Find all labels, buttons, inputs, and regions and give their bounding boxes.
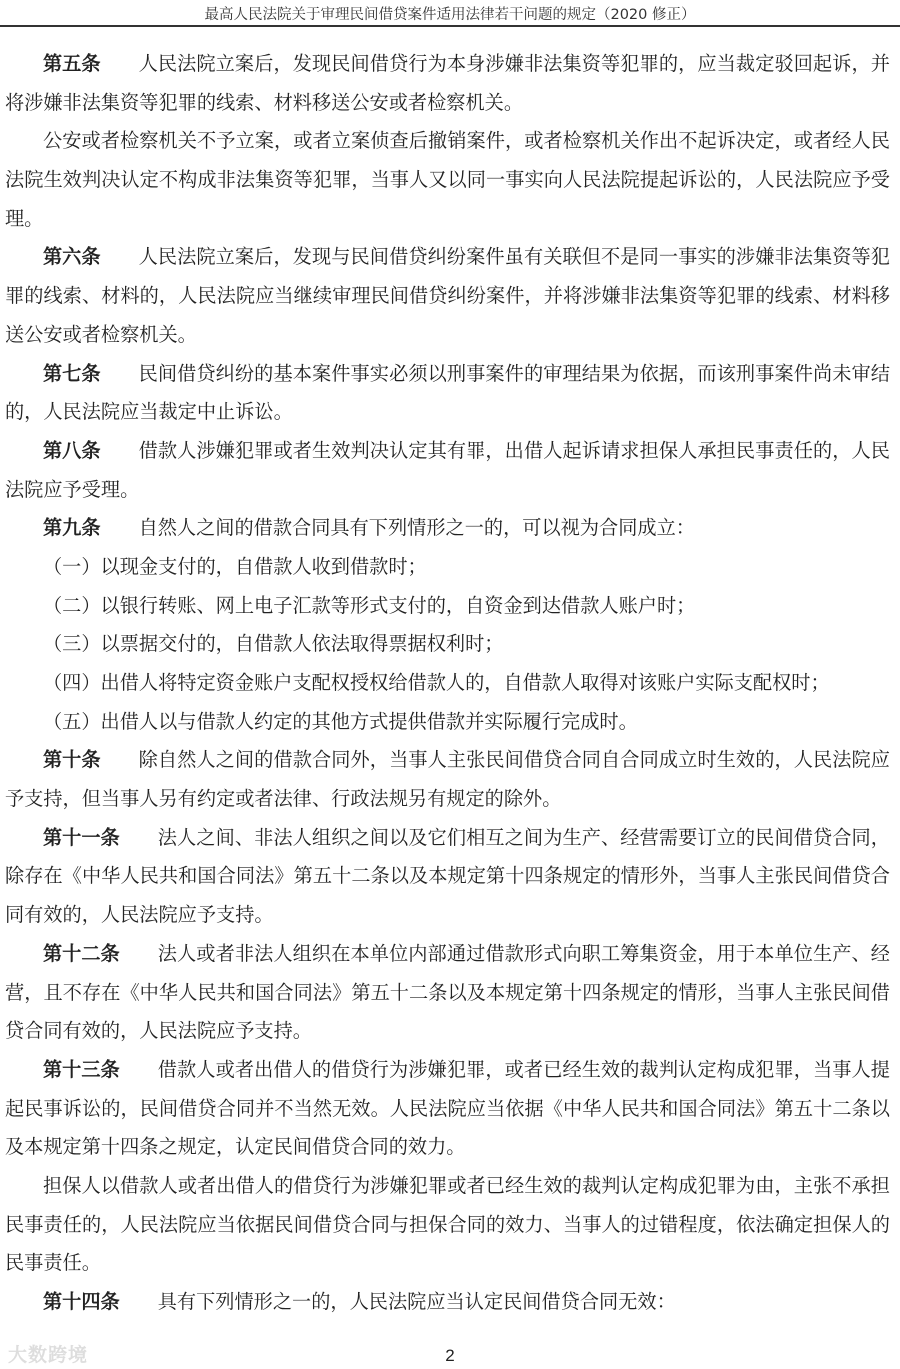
paragraph bbox=[5, 122, 890, 238]
watermark-logo: 大数跨境 bbox=[8, 1344, 89, 1366]
text-line bbox=[5, 355, 890, 394]
line-text: 贷合同有效的，人民法院应予支持。 bbox=[5, 1019, 312, 1043]
line-text: 及本规定第十四条之规定，认定民间借贷合同的效力。 bbox=[5, 1135, 466, 1159]
article-paragraph bbox=[5, 238, 890, 354]
article-heading: 第七条 bbox=[43, 361, 101, 385]
text-line bbox=[5, 1283, 890, 1322]
line-text: 借款人或者出借人的借贷行为涉嫌犯罪，或者已经生效的裁判认定构成犯罪，当事人提 bbox=[157, 1057, 890, 1081]
text-line bbox=[5, 161, 890, 200]
text-line bbox=[5, 974, 890, 1013]
line-text: 借款人涉嫌犯罪或者生效判决认定其有罪，出借人起诉请求担保人承担民事责任的，人民 bbox=[138, 438, 890, 462]
line-text: 予支持，但当事人另有约定或者法律、行政法规另有规定的除外。 bbox=[5, 787, 562, 811]
line-text: 除自然人之间的借款合同外，当事人主张民间借贷合同自合同成立时生效的，人民法院应 bbox=[138, 748, 890, 772]
article-heading: 第十二条 bbox=[43, 941, 120, 965]
text-line bbox=[5, 84, 890, 123]
text-line bbox=[5, 1244, 890, 1283]
text-line bbox=[5, 238, 890, 277]
article-heading: 第十四条 bbox=[43, 1290, 120, 1313]
line-text: 法人之间、非法人组织之间以及它们相互之间为生产、经营需要订立的民间借贷合同， bbox=[157, 825, 890, 849]
line-text: （三）以票据交付的，自借款人依法取得票据权利时； bbox=[43, 632, 504, 656]
text-line bbox=[5, 316, 890, 355]
paragraph bbox=[5, 703, 890, 742]
line-text: 法院生效判决认定不构成非法集资等犯罪，当事人又以同一事实向人民法院提起诉讼的，人民法院应予受 bbox=[5, 168, 890, 192]
article-heading: 第五条 bbox=[43, 52, 101, 75]
article-heading: 第九条 bbox=[43, 516, 101, 540]
text-line bbox=[5, 1128, 890, 1167]
text-line bbox=[5, 393, 890, 432]
line-text: 理。 bbox=[5, 206, 44, 230]
article-heading: 第八条 bbox=[43, 438, 101, 462]
text-line bbox=[5, 587, 890, 626]
text-line bbox=[5, 780, 890, 819]
line-text: （二）以银行转账、网上电子汇款等形式支付的，自资金到达借款人账户时； bbox=[43, 593, 696, 617]
text-line bbox=[5, 432, 890, 471]
article-paragraph bbox=[5, 509, 890, 548]
line-text: 担保人以借款人或者出借人的借贷行为涉嫌犯罪或者已经生效的裁判认定构成犯罪为由，主张不承担 bbox=[43, 1173, 890, 1197]
paragraph bbox=[5, 625, 890, 664]
paragraph bbox=[5, 1167, 890, 1283]
line-text: 公安或者检察机关不予立案，或者立案侦查后撤销案件，或者检察机关作出不起诉决定，或者经人民 bbox=[43, 129, 890, 153]
line-text: 送公安或者检察机关。 bbox=[5, 322, 197, 346]
text-line bbox=[5, 819, 890, 858]
line-text: 法人或者非法人组织在本单位内部通过借款形式向职工筹集资金，用于本单位生产、经 bbox=[157, 941, 890, 965]
line-text: （一）以现金支付的，自借款人收到借款时； bbox=[43, 554, 427, 578]
paragraph bbox=[5, 587, 890, 626]
line-text: 具有下列情形之一的，人民法院应当认定民间借贷合同无效： bbox=[157, 1290, 676, 1313]
page-number: 2 bbox=[445, 1346, 455, 1365]
line-text: 营，且不存在《中华人民共和国合同法》第五十二条以及本规定第十四条规定的情形，当事人主张民间借 bbox=[5, 980, 890, 1004]
text-line bbox=[5, 896, 890, 935]
text-line bbox=[5, 857, 890, 896]
article-paragraph bbox=[5, 741, 890, 818]
article-heading: 第十一条 bbox=[43, 825, 120, 849]
line-text: 民事责任的，人民法院应当依据民间借贷合同与担保合同的效力、当事人的过错程度，依法确定担保人的 bbox=[5, 1212, 890, 1236]
text-line bbox=[5, 1051, 890, 1090]
paragraph bbox=[5, 664, 890, 703]
text-line bbox=[5, 703, 890, 742]
article-heading: 第十条 bbox=[43, 748, 101, 772]
text-line bbox=[5, 664, 890, 703]
line-text: （五）出借人以与借款人约定的其他方式提供借款并实际履行完成时。 bbox=[43, 709, 638, 733]
text-line bbox=[5, 1167, 890, 1206]
text-line bbox=[5, 471, 890, 510]
article-paragraph bbox=[5, 45, 890, 122]
line-text: 除存在《中华人民共和国合同法》第五十二条以及本规定第十四条规定的情形外，当事人主张民间借贷合 bbox=[5, 864, 890, 888]
line-text: 罪的线索、材料的，人民法院应当继续审理民间借贷纠纷案件，并将涉嫌非法集资等犯罪的线索、材料移 bbox=[5, 284, 890, 308]
text-line bbox=[5, 548, 890, 587]
text-line bbox=[5, 45, 890, 84]
article-paragraph bbox=[5, 935, 890, 1051]
text-line bbox=[5, 122, 890, 161]
article-paragraph bbox=[5, 355, 890, 432]
running-header: 最高人民法院关于审理民间借贷案件适用法律若干问题的规定（2020 修正） bbox=[204, 7, 696, 23]
article-paragraph bbox=[5, 1051, 890, 1167]
text-line bbox=[5, 509, 890, 548]
line-text: 民间借贷纠纷的基本案件事实必须以刑事案件的审理结果为依据，而该刑事案件尚未审结 bbox=[138, 361, 890, 385]
text-line bbox=[5, 200, 890, 239]
line-text: 人民法院立案后，发现民间借贷行为本身涉嫌非法集资等犯罪的，应当裁定驳回起诉，并 bbox=[138, 52, 890, 75]
article-paragraph bbox=[5, 432, 890, 509]
document-body bbox=[5, 45, 890, 1322]
text-line bbox=[5, 625, 890, 664]
line-text: 民事责任。 bbox=[5, 1251, 101, 1275]
line-text: 自然人之间的借款合同具有下列情形之一的，可以视为合同成立： bbox=[138, 516, 695, 540]
text-line bbox=[5, 1090, 890, 1129]
article-heading: 第六条 bbox=[43, 245, 101, 269]
text-line bbox=[5, 935, 890, 974]
line-text: 的，人民法院应当裁定中止诉讼。 bbox=[5, 400, 293, 424]
line-text: 将涉嫌非法集资等犯罪的线索、材料移送公安或者检察机关。 bbox=[5, 90, 524, 114]
text-line bbox=[5, 1012, 890, 1051]
header-divider bbox=[0, 25, 900, 27]
line-text: （四）出借人将特定资金账户支配权授权给借款人的，自借款人取得对该账户实际支配权时； bbox=[43, 671, 830, 694]
text-line bbox=[5, 1206, 890, 1245]
line-text: 起民事诉讼的，民间借贷合同并不当然无效。人民法院应当依据《中华人民共和国合同法》第五十二条以 bbox=[5, 1096, 890, 1120]
text-line bbox=[5, 741, 890, 780]
text-line bbox=[5, 277, 890, 316]
article-paragraph bbox=[5, 1283, 890, 1322]
article-paragraph bbox=[5, 819, 890, 935]
line-text: 同有效的，人民法院应予支持。 bbox=[5, 903, 274, 927]
paragraph bbox=[5, 548, 890, 587]
line-text: 法院应予受理。 bbox=[5, 477, 140, 501]
line-text: 人民法院立案后，发现与民间借贷纠纷案件虽有关联但不是同一事实的涉嫌非法集资等犯 bbox=[138, 245, 890, 269]
article-heading: 第十三条 bbox=[43, 1057, 120, 1081]
